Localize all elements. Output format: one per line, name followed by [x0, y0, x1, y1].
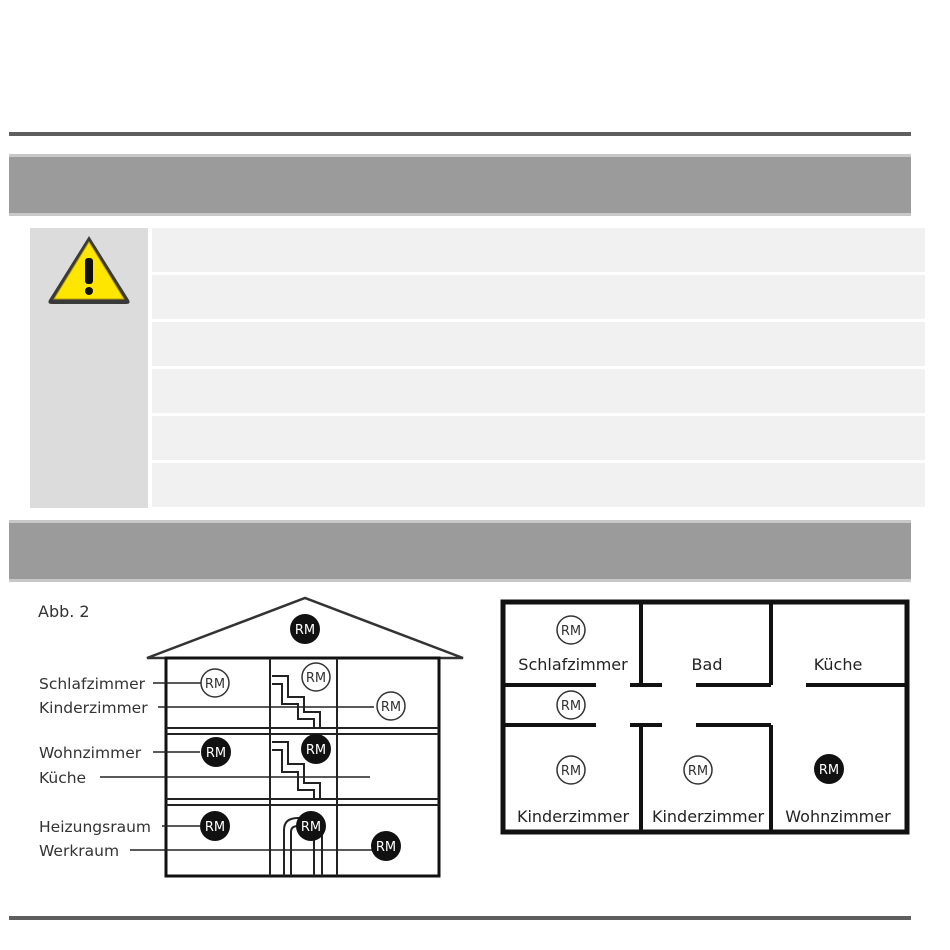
- warning-row: [152, 275, 925, 319]
- warning-row: [152, 463, 925, 507]
- svg-text:RM: RM: [818, 763, 840, 778]
- label-schlafzimmer: Schlafzimmer: [39, 675, 145, 693]
- smoke-detector-outline-icon: [557, 616, 585, 644]
- smoke-detector-outline-icon: [684, 756, 712, 784]
- label-werkraum: Werkraum: [39, 842, 120, 860]
- svg-text:RM: RM: [294, 623, 316, 638]
- warning-row: [152, 322, 925, 366]
- svg-text:RM: RM: [204, 677, 226, 692]
- smoke-detector-filled-icon: [296, 811, 326, 841]
- smoke-detector-filled-icon: [814, 754, 844, 784]
- svg-text:RM: RM: [687, 764, 709, 779]
- floorplan-diagram: [495, 595, 915, 840]
- room-label-kinderzimmer-2: Kinderzimmer: [651, 807, 765, 826]
- smoke-detector-filled-icon: [371, 831, 401, 861]
- figure-label: Abb. 2: [38, 602, 90, 621]
- svg-text:RM: RM: [305, 671, 327, 686]
- smoke-detector-filled-icon: [200, 811, 230, 841]
- label-kinderzimmer: Kinderzimmer: [39, 699, 148, 717]
- svg-text:RM: RM: [380, 700, 402, 715]
- svg-text:RM: RM: [205, 746, 227, 761]
- smoke-detector-outline-icon: [302, 663, 330, 691]
- label-heizungsraum: Heizungsraum: [39, 818, 151, 836]
- room-label-wohnzimmer: Wohnzimmer: [785, 807, 891, 826]
- warning-row: [152, 228, 925, 272]
- warning-icon-panel: [30, 228, 148, 508]
- label-kueche: Küche: [39, 769, 87, 787]
- smoke-detector-outline-icon: [377, 692, 405, 720]
- svg-text:RM: RM: [204, 820, 226, 835]
- room-label-kueche: Küche: [813, 655, 863, 674]
- svg-text:RM: RM: [375, 840, 397, 855]
- smoke-detector-outline-icon: [557, 756, 585, 784]
- smoke-detector-outline-icon: [201, 669, 229, 697]
- smoke-detector-outline-icon: [557, 691, 585, 719]
- smoke-detector-filled-icon: [301, 734, 331, 764]
- room-label-kinderzimmer-1: Kinderzimmer: [516, 807, 630, 826]
- svg-text:RM: RM: [305, 743, 327, 758]
- section-header-band-2: [9, 520, 911, 582]
- warning-triangle-icon: [30, 228, 148, 318]
- smoke-detector-filled-icon: [201, 737, 231, 767]
- bottom-rule: [9, 916, 911, 920]
- top-rule: [9, 132, 911, 136]
- room-label-schlafzimmer: Schlafzimmer: [518, 655, 628, 674]
- section-header-band-1: [9, 154, 911, 216]
- house-diagram: [0, 590, 480, 890]
- warning-row: [152, 416, 925, 460]
- warning-row: [152, 369, 925, 413]
- smoke-detector-filled-icon: [290, 614, 320, 644]
- svg-text:RM: RM: [300, 820, 322, 835]
- svg-text:RM: RM: [560, 624, 582, 639]
- svg-text:RM: RM: [560, 699, 582, 714]
- svg-text:RM: RM: [560, 764, 582, 779]
- label-wohnzimmer: Wohnzimmer: [39, 744, 142, 762]
- room-label-bad: Bad: [691, 655, 723, 674]
